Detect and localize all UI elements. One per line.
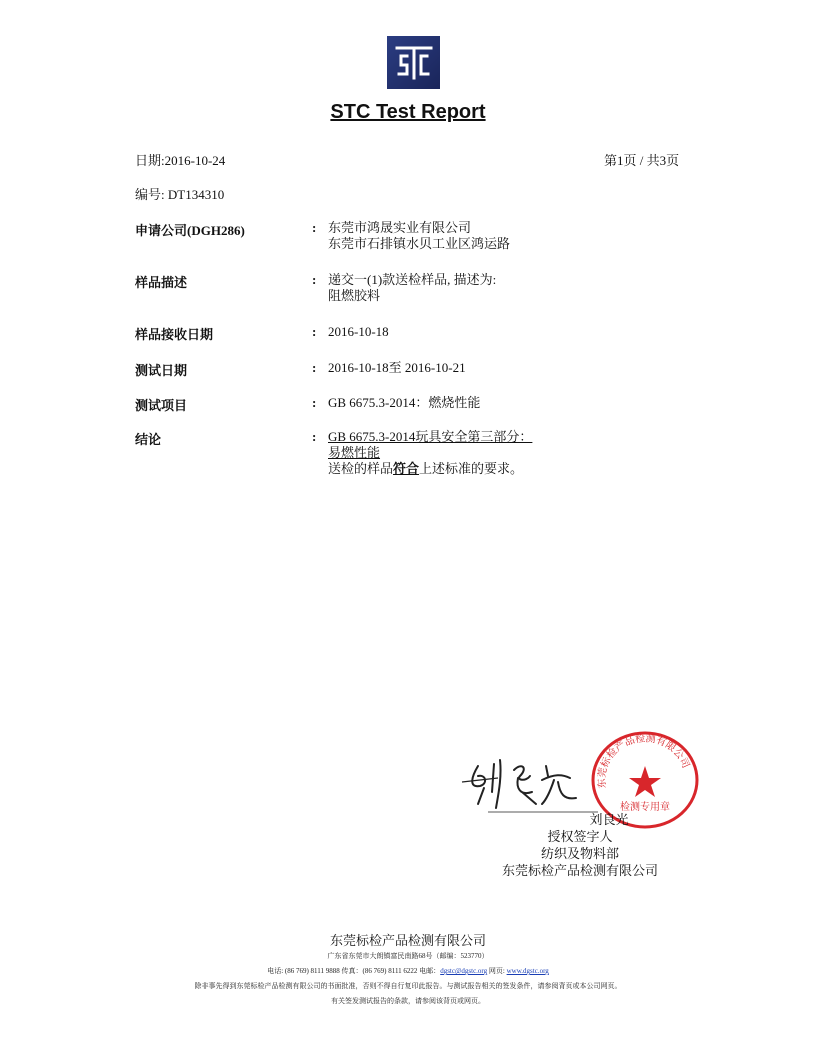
footer-notice-1: 除非事先得到东莞标检产品检测有限公司的书面批准，否则不得自行复印此报告。与测试报告相关的签发条件，请参阅背页或本公司网页。	[194, 982, 622, 990]
stamp-bottom-text: 检测专用章	[620, 802, 670, 813]
field-value-received: 2016-10-18	[328, 324, 389, 339]
footer-website-link[interactable]: www.dgstc.org	[506, 967, 549, 975]
applicant-address: 东莞市石排镇水贝工业区鸿运路	[328, 236, 511, 251]
company-logo	[387, 36, 440, 89]
conclusion-standard-part: 易燃性能	[328, 445, 381, 460]
footer-company: 东莞标检产品检测有限公司	[329, 933, 486, 948]
field-label-test-date: 测试日期	[135, 363, 188, 378]
page-indicator: 第1页 / 共3页	[604, 153, 680, 168]
field-label-applicant: 申请公司(DGH286)	[135, 223, 245, 238]
conclusion-verdict: 符合	[393, 461, 420, 476]
report-title: STC Test Report	[330, 101, 486, 123]
field-value-conclusion	[328, 429, 532, 477]
signatory-department: 纺织及物料部	[540, 846, 619, 861]
report-date: 日期:2016-10-24	[135, 153, 226, 168]
sample-line-2: 阻燃胶料	[328, 288, 381, 303]
field-label-sample: 样品描述	[135, 275, 188, 290]
conclusion-standard: GB 6675.3-2014玩具安全第三部分：	[328, 429, 533, 444]
report-number: 编号: DT134310	[135, 187, 225, 202]
footer-email-link[interactable]: dgstc@dgstc.org	[440, 967, 488, 975]
field-value-applicant	[328, 220, 510, 252]
signatory-name-text: 刘良光	[589, 812, 629, 827]
footer-notice-2: 有关签发测试报告的条款，请参阅该背页或网页。	[331, 997, 485, 1005]
conclusion-result	[328, 461, 532, 477]
field-colon: :	[312, 429, 317, 444]
field-label-received: 样品接收日期	[135, 327, 214, 342]
field-colon: :	[312, 324, 317, 339]
sample-line-1: 递交一(1)款送检样品, 描述为:	[328, 272, 497, 287]
applicant-name: 东莞市鸿晟实业有限公司	[328, 220, 472, 235]
field-value-sample	[328, 272, 496, 304]
field-colon: :	[312, 360, 317, 375]
field-label-test-item: 测试项目	[135, 398, 188, 413]
conclusion-prefix: 送检的样品	[328, 461, 394, 476]
field-colon: :	[312, 395, 317, 410]
signatory-company: 东莞标检产品检测有限公司	[501, 863, 658, 878]
footer-contact	[0, 966, 816, 976]
stamp-ring-text: 东莞标检产品检测有限公司	[596, 733, 691, 789]
footer-address: 广东省东莞市大朗镇富民南路68号（邮编：523770）	[327, 952, 489, 960]
field-value-test-item: GB 6675.3-2014：燃烧性能	[328, 395, 481, 410]
field-label-conclusion: 结论	[135, 432, 162, 447]
field-colon: :	[312, 272, 317, 287]
signatory-role: 授权签字人	[547, 829, 613, 844]
footer-web-label: 网页:	[487, 967, 507, 975]
field-value-test-date: 2016-10-18至 2016-10-21	[328, 360, 466, 375]
conclusion-suffix: 上述标准的要求。	[419, 461, 524, 476]
field-colon: :	[312, 220, 317, 235]
footer-phone-fax: 电话: (86 769) 8111 9888 传真：(86 769) 8111 6222 电邮：	[267, 967, 441, 975]
